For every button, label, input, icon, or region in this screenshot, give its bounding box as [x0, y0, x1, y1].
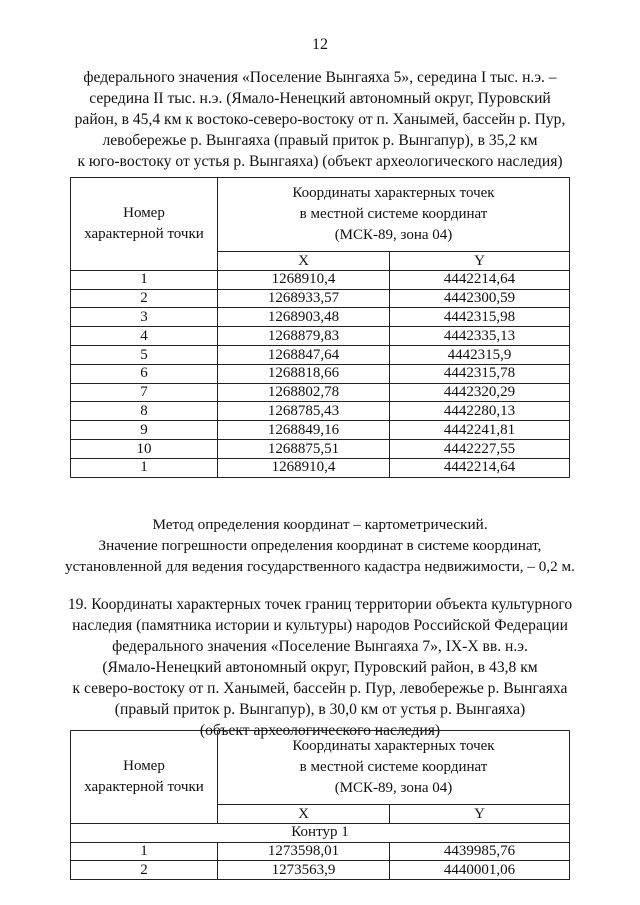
x-value: 1268849,16	[218, 421, 390, 440]
coordinates-table-2	[70, 730, 570, 880]
point-number: 1	[71, 270, 218, 289]
page-number: 12	[312, 36, 328, 53]
table-row	[71, 383, 570, 402]
y-value: 4442241,81	[390, 421, 570, 440]
point-number: 5	[71, 345, 218, 364]
point-number: 1	[71, 458, 218, 477]
table-row	[71, 308, 570, 327]
header-line: (МСК-89, зона 04)	[334, 227, 453, 243]
x-value: 1273563,9	[218, 861, 390, 880]
header-line: Номер	[123, 204, 165, 221]
text-line: (объект археологического наследия)	[199, 722, 441, 739]
contour-label: Контур 1	[71, 823, 570, 842]
x-value: 1268910,4	[218, 458, 390, 477]
y-value: 4442335,13	[390, 327, 570, 346]
text-line: Метод определения координат – картометрический.	[152, 516, 488, 533]
header-line: Координаты характерных точек	[292, 738, 495, 754]
text-line: Значение погрешности определения координат в системе координат,	[98, 537, 542, 554]
coordinates-header	[218, 178, 570, 252]
text-line: (Ямало-Ненецкий автономный округ, Пуровский район, в 43,8 км	[102, 659, 538, 676]
table-row	[71, 421, 570, 440]
point-number: 3	[71, 308, 218, 327]
y-value: 4442315,78	[390, 364, 570, 383]
header-line: в местной системе координат	[299, 759, 488, 775]
x-value: 1268879,83	[218, 327, 390, 346]
y-value: 4442315,98	[390, 308, 570, 327]
text-line: середина II тыс. н.э. (Ямало-Ненецкий автономный округ, Пуровский	[89, 90, 551, 107]
header-row	[71, 731, 570, 805]
text-line: к юго-востоку от устья р. Вынгаяха) (объект археологического наследия)	[77, 153, 563, 170]
point-number-header	[71, 731, 218, 824]
x-header: X	[218, 252, 390, 271]
coordinates-table-1	[70, 177, 570, 478]
table-row	[71, 842, 570, 861]
x-value: 1268903,48	[218, 308, 390, 327]
point-number: 2	[71, 861, 218, 880]
x-value: 1268785,43	[218, 402, 390, 421]
text-line: район, в 45,4 км к востоко-северо-востоку от п. Ханымей, бассейн р. Пур,	[74, 111, 566, 128]
y-value: 4442214,64	[390, 458, 570, 477]
header-line: Координаты характерных точек	[292, 185, 495, 201]
x-value: 1268847,64	[218, 345, 390, 364]
y-value: 4439985,76	[390, 842, 570, 861]
intro-paragraph	[60, 67, 580, 172]
table-row	[71, 364, 570, 383]
y-value: 4442320,29	[390, 383, 570, 402]
x-value: 1268802,78	[218, 383, 390, 402]
text-line: 19. Координаты характерных точек границ территории объекта культурного	[67, 596, 573, 613]
y-value: 4442300,59	[390, 289, 570, 308]
x-value: 1268933,57	[218, 289, 390, 308]
header-line: в местной системе координат	[299, 206, 488, 222]
y-value: 4442227,55	[390, 439, 570, 458]
contour-row	[71, 823, 570, 842]
x-value: 1268910,4	[218, 270, 390, 289]
table-row	[71, 327, 570, 346]
point-number-header	[71, 178, 218, 271]
text-line: к северо-востоку от п. Ханымей, бассейн р. Пур, левобережье р. Вынгаяха	[72, 680, 568, 697]
y-value: 4442280,13	[390, 402, 570, 421]
header-line: характерной точки	[84, 225, 204, 242]
y-value: 4442315,9	[390, 345, 570, 364]
table-row	[71, 861, 570, 880]
header-line: (МСК-89, зона 04)	[334, 780, 453, 796]
table-row	[71, 289, 570, 308]
y-header: Y	[390, 805, 570, 824]
point-number: 7	[71, 383, 218, 402]
table-row	[71, 402, 570, 421]
table-row	[71, 458, 570, 477]
table-row	[71, 439, 570, 458]
point-number: 2	[71, 289, 218, 308]
method-paragraph	[60, 514, 580, 577]
text-line: (правый приток р. Вынгапур), в 30,0 км от устья р. Вынгаяха)	[114, 701, 526, 718]
y-value: 4442214,64	[390, 270, 570, 289]
x-value: 1273598,01	[218, 842, 390, 861]
y-header: Y	[390, 252, 570, 271]
x-value: 1268818,66	[218, 364, 390, 383]
y-value: 4440001,06	[390, 861, 570, 880]
coordinates-header	[218, 731, 570, 805]
x-header: X	[218, 805, 390, 824]
header-row	[71, 178, 570, 252]
point-number: 8	[71, 402, 218, 421]
text-line: левобережье р. Вынгаяха (правый приток р. Вынгапур), в 35,2 км	[102, 132, 538, 149]
table-row	[71, 345, 570, 364]
text-line: наследия (памятника истории и культуры) народов Российской Федерации	[72, 617, 568, 634]
table-row	[71, 270, 570, 289]
text-line: установленной для ведения государственного кадастра недвижимости, – 0,2 м.	[65, 558, 575, 575]
header-line: Номер	[123, 757, 165, 774]
text-line: федерального значения «Поселение Вынгаяха 5», середина I тыс. н.э. –	[83, 69, 557, 86]
x-value: 1268875,51	[218, 439, 390, 458]
header-line: характерной точки	[84, 778, 204, 795]
point-number: 6	[71, 364, 218, 383]
point-number: 10	[71, 439, 218, 458]
point-number: 1	[71, 842, 218, 861]
point-number: 9	[71, 421, 218, 440]
text-line: федерального значения «Поселение Вынгаяха 7», IX-X вв. н.э.	[112, 638, 528, 655]
point-number: 4	[71, 327, 218, 346]
section-19-paragraph	[60, 594, 580, 741]
